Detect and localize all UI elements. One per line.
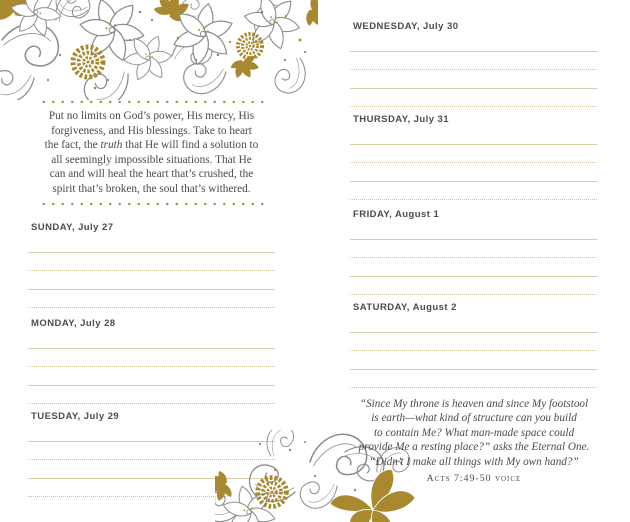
- day-label: FRIDAY, August 1: [353, 209, 440, 220]
- verse-reference: Acts 7:49-50 voice: [426, 473, 522, 485]
- writing-line: [350, 370, 597, 389]
- writing-line: [28, 253, 275, 272]
- writing-line: [28, 386, 275, 405]
- scripture-verse: [350, 397, 598, 484]
- quote-line: forgiveness, and His blessings. Take to heart: [51, 124, 252, 137]
- quote-segment: the fact, the: [44, 139, 101, 152]
- writing-line: [28, 234, 275, 253]
- day-label: TUESDAY, July 29: [31, 411, 120, 422]
- quote-text: [28, 109, 275, 197]
- writing-lines: [28, 234, 275, 308]
- day-label: MONDAY, July 28: [31, 318, 116, 329]
- writing-line: [350, 70, 597, 89]
- writing-line: [350, 351, 597, 370]
- day-section-friday: [350, 209, 597, 295]
- writing-line: [350, 52, 597, 71]
- quote-emphasis: truth: [100, 139, 123, 152]
- day-section-sunday: [28, 222, 275, 308]
- dotted-divider-bottom: [38, 202, 266, 205]
- day-label: THURSDAY, July 31: [353, 114, 449, 125]
- verse-line: provide Me a resting place?” asks the Eternal One.: [358, 441, 590, 454]
- writing-line: [28, 367, 275, 386]
- verse-line: “Didn’t I make all things with My own hand?”: [369, 455, 579, 468]
- day-section-wednesday: [350, 21, 597, 107]
- writing-line: [350, 145, 597, 164]
- writing-line: [28, 330, 275, 349]
- writing-line: [28, 479, 228, 498]
- day-section-thursday: [350, 114, 597, 200]
- writing-line: [350, 89, 597, 108]
- dotted-divider-top: [38, 100, 266, 103]
- quote-line: [28, 138, 275, 153]
- floral-top-left-decoration: [0, 0, 318, 100]
- day-label: SATURDAY, August 2: [353, 302, 457, 313]
- writing-line: [350, 163, 597, 182]
- writing-line: [350, 333, 597, 352]
- writing-lines: [350, 314, 597, 388]
- writing-line: [28, 349, 275, 368]
- verse-line: to contain Me? What man-made space could: [373, 426, 575, 439]
- writing-line: [28, 271, 275, 290]
- quote-line: Put no limits on God’s power, His mercy, His: [48, 110, 255, 122]
- quote-segment: that He will find a solution to: [125, 139, 259, 152]
- verse-line: “Since My throne is heaven and since My footstool: [359, 398, 589, 410]
- writing-line: [350, 314, 597, 333]
- quote-line: all seemingly impossible situations. That He: [51, 153, 252, 166]
- writing-line: [350, 33, 597, 52]
- inspirational-quote: [28, 96, 275, 205]
- writing-line: [350, 126, 597, 145]
- writing-line: [350, 277, 597, 296]
- writing-line: [28, 290, 275, 309]
- writing-lines: [350, 126, 597, 200]
- writing-lines: [350, 221, 597, 295]
- day-label: WEDNESDAY, July 30: [353, 21, 459, 32]
- quote-line: spirit that’s broken, the soul that’s withered.: [52, 182, 251, 195]
- quote-line: can and will heal the heart that’s crushed, the: [49, 168, 254, 181]
- writing-line: [350, 221, 597, 240]
- day-section-monday: [28, 318, 275, 404]
- writing-line: [350, 240, 597, 259]
- verse-line: is earth—what kind of structure can you build: [371, 412, 577, 425]
- writing-line: [350, 258, 597, 277]
- writing-lines: [28, 330, 275, 404]
- writing-lines: [350, 33, 597, 107]
- day-label: SUNDAY, July 27: [31, 222, 114, 233]
- writing-line: [350, 182, 597, 201]
- day-section-saturday: [350, 302, 597, 388]
